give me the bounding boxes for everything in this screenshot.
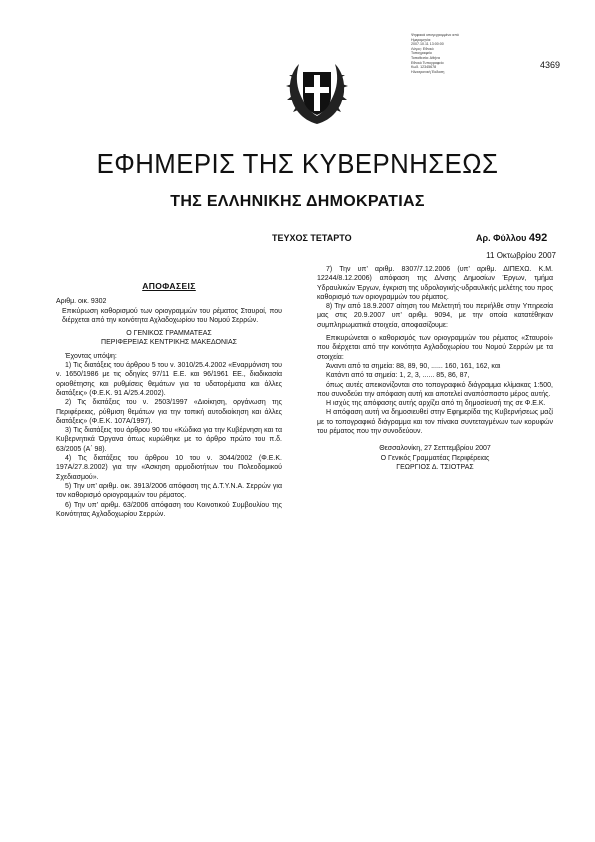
stamp-line: Ηλεκτρονική Έκδοση bbox=[411, 69, 445, 74]
stamp-line: Ψηφιακά υπογεγραμμένο από bbox=[411, 33, 459, 37]
consideration-item: 4) Τις διατάξεις του άρθρου 10 του ν. 3044/2002 (Φ.Ε.Κ. 197Α/27.8.2002) για την «Άσκηση αρμοδιοτήτων του Πολεοδομικού Σχεδιασμού». bbox=[56, 455, 282, 481]
consideration-item: 8) Την από 18.9.2007 αίτηση του Μελετητή του περιήλθε στην Υπηρεσία μας στις 20.9.2007 υπ’ αριθμ. 9094, με την οποία κατατέθηκαν συμπληρωματικά στοιχεία, αποφασίζουμε: bbox=[317, 303, 553, 329]
consideration-item: 3) Τις διατάξεις του άρθρου 90 του «Κώδικα για την Κυβέρνηση και τα Κυβερνητικά Όργανα όπως κυρώθηκε με το άρθρο πρώτο του π.δ. 63/2005 (Α΄ 98). bbox=[56, 427, 282, 453]
stamp-line: Τυπογραφείο bbox=[411, 51, 432, 56]
decision-number: Αριθμ. οικ. 9302 bbox=[56, 298, 107, 306]
issue-date: 11 Οκτωβρίου 2007 bbox=[486, 251, 556, 260]
stamp-line: Ημερομηνία: bbox=[411, 37, 432, 42]
section-heading: ΑΠΟΦΑΣΕΙΣ bbox=[142, 281, 196, 291]
left-column bbox=[56, 282, 282, 519]
digital-signature-stamp bbox=[411, 33, 479, 74]
sheet-number: 492 bbox=[528, 232, 548, 244]
stamp-line: 2007.10.11 13:00:00 bbox=[411, 42, 444, 47]
page-number: 4369 bbox=[539, 60, 560, 70]
authority-line: ΠΕΡΙΦΕΡΕΙΑΣ ΚΕΝΤΡΙΚΗΣ ΜΑΚΕΔΟΝΙΑΣ bbox=[101, 339, 237, 347]
sheet-label: Αρ. Φύλλου bbox=[476, 233, 527, 243]
points-downstream: Κατάντι από τα σημεία: 1, 2, 3, ...... 85, 86, 87, bbox=[326, 372, 470, 380]
sheet-number-block bbox=[476, 232, 547, 244]
stamp-line: Τοποθεσία: Αθήνα bbox=[411, 55, 440, 60]
consideration-item: 1) Τις διατάξεις του άρθρου 5 του ν. 3010/25.4.2002 «Εναρμόνιση του ν. 1650/1986 με τις οδηγίες 97/11 Ε.Ε. και 96/1961 ΕΕ., διαδικασία οριοθέτησης και ρυθμίσεις θεμάτων για τα υδατορέματα και άλλες διατάξεις» (Φ.Ε.Κ. 91 Α/25.4.2002). bbox=[56, 362, 282, 397]
consideration-item: 2) Τις διατάξεις του ν. 2503/1997 «Διοίκηση, οργάνωση της Περιφέρειας, ρύθμιση θεμάτων για την τοπική αυτοδιοίκηση και άλλες διατάξεις» (Φ.Ε.Κ. 107Α/1997). bbox=[56, 399, 282, 425]
signature-title: Ο Γενικός Γραμματέας Περιφέρειας bbox=[380, 454, 490, 462]
decision-text: Επικυρώνεται ο καθορισμός των οριογραμμών του ρέματος «Σταυροί» που διέρχεται από την κοινότητα Αχλαδοχωρίου του Νομού Σερρών με τα στοιχεία: bbox=[317, 335, 553, 361]
diagram-text: όπως αυτές απεικονίζονται στο τοπογραφικό διάγραμμα κλίμακας 1:500, που συνοδεύει την απόφαση αυτή και αποτελεί αναπόσπαστο μέρος αυτής. bbox=[317, 381, 553, 398]
decision-subject: Επικύρωση καθορισμού των οριογραμμών του ρέματος Σταυροί, που διέρχεται από την κοινότητα Αχλαδοχωρίου του Νομού Σερρών. bbox=[62, 307, 282, 324]
gazette-title: ΕΦΗΜΕΡΙΣ ΤΗΣ ΚΥΒΕΡΝΗΣΕΩΣ bbox=[96, 148, 499, 179]
signature-name: ΓΕΩΡΓΙΟΣ Δ. ΤΣΙΟΤΡΑΣ bbox=[396, 463, 474, 471]
consideration-item: 7) Την υπ’ αριθμ. 8307/7.12.2006 (υπ’ αριθμ. ΔΙΠΕΧΩ. Κ.Μ. 12244/8.12.2006) απόφαση της Δ/νσης Δημοσίων Έργων, τμήμα Υδραυλικών Έργων, έγκριση της υδρολογικής-υδραυλικής μελέτης του προς καθορισμό των οριογραμμών του ρέματος. bbox=[317, 266, 553, 301]
signature-date: Θεσσαλονίκη, 27 Σεπτεμβρίου 2007 bbox=[379, 445, 491, 453]
consideration-item: 5) Την υπ’ αριθμ. οικ. 3913/2006 απόφαση της Δ.Τ.Υ.Ν.Α. Σερρών για τον καθορισμό οριογραμμών του ρέματος. bbox=[56, 482, 282, 500]
publication-text: Η απόφαση αυτή να δημοσιευθεί στην Εφημερίδα της Κυβερνήσεως μαζί με το τοπογραφικό διάγραμμα και τον πίνακα συντεταγμένων των κορυφών του ρέματος που την συνοδεύουν. bbox=[317, 409, 553, 436]
validity-text: Η ισχύς της απόφασης αυτής αρχίζει από τη δημοσίευσή της σε Φ.Ε.Κ. bbox=[326, 400, 546, 408]
stamp-line: Εθνικό Τυπογραφείο bbox=[411, 60, 444, 65]
stamp-line: Κωδ. 12345678 bbox=[411, 65, 437, 70]
intro-text: Έχοντας υπόψη: bbox=[65, 352, 117, 360]
right-column bbox=[317, 265, 553, 472]
points-upstream: Άναντι από τα σημεία: 88, 89, 90, ...... 160, 161, 162, και bbox=[326, 362, 501, 370]
gazette-subtitle: ΤΗΣ ΕΛΛΗΝΙΚΗΣ ΔΗΜΟΚΡΑΤΙΑΣ bbox=[170, 193, 425, 210]
issue-label: ΤΕΥΧΟΣ ΤΕΤΑΡΤΟ bbox=[272, 233, 352, 243]
stamp-line: Λόγος: Εθνικό bbox=[411, 46, 434, 51]
consideration-item: 6) Την υπ’ αριθμ. 63/2006 απόφαση του Κοινοτικού Συμβουλίου της Κοινότητας Αχλαδοχωρίου Σερρών. bbox=[56, 501, 282, 518]
greek-coat-of-arms-icon bbox=[284, 58, 350, 128]
authority-line: Ο ΓΕΝΙΚΟΣ ΓΡΑΜΜΑΤΕΑΣ bbox=[126, 330, 212, 338]
